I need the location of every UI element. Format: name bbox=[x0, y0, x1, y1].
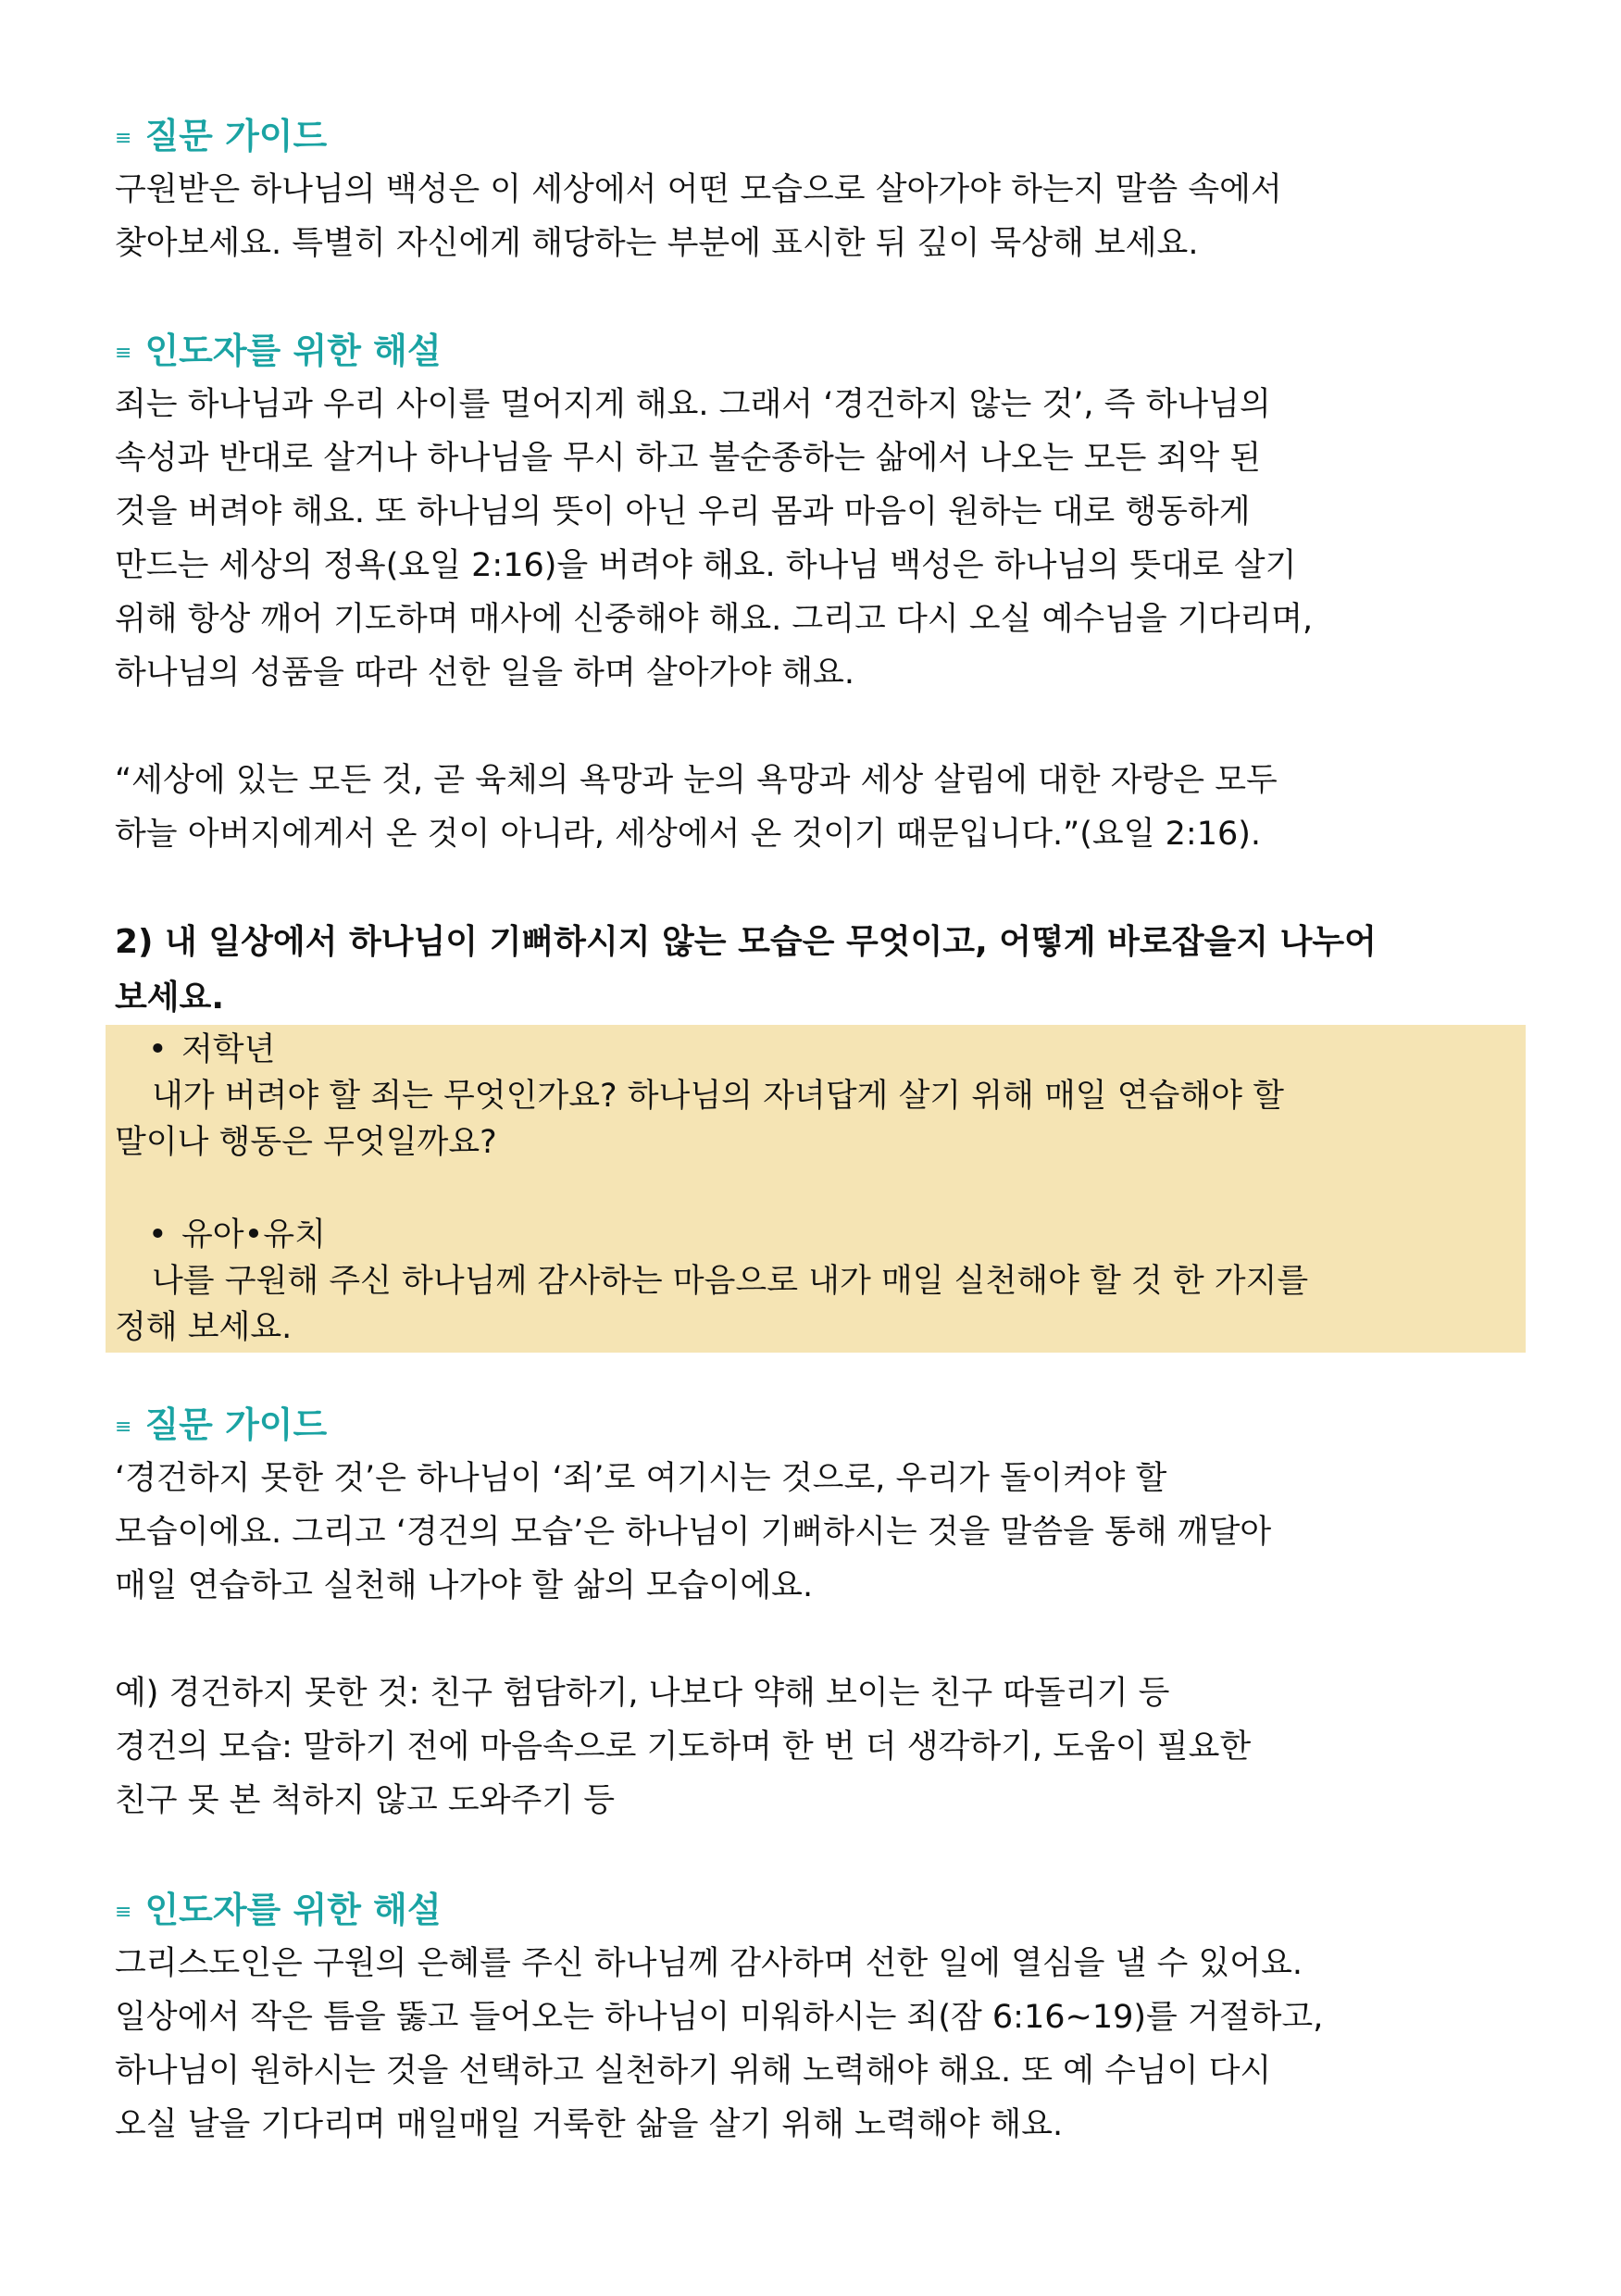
age-group-box bbox=[106, 1025, 1526, 1353]
leader-commentary-heading: ≡ 인도자를 위한 해설 bbox=[115, 331, 442, 371]
example-list bbox=[115, 1666, 1522, 1828]
question-line: 2) 내 일상에서 하나님이 기뻐하시지 않는 모습은 무엇이고, 어떻게 바로잡을지 나누어 bbox=[115, 923, 1377, 961]
leader-commentary-heading-2: ≡ 인도자를 위한 해설 bbox=[115, 1890, 442, 1930]
menu-mark-icon: ≡ bbox=[115, 127, 132, 150]
text-line: 매일 연습하고 실천해 나가야 할 삶의 모습이에요. bbox=[115, 1567, 814, 1604]
scripture-quote bbox=[115, 754, 1522, 861]
question-guide-body-2 bbox=[115, 1452, 1522, 1613]
text-line: 하늘 아버지에게서 온 것이 아니라, 세상에서 온 것이기 때문입니다.”(요일 2:16). bbox=[115, 816, 1262, 853]
text-line: 하나님이 원하시는 것을 선택하고 실천하기 위해 노력해야 해요. 또 예 수님이 다시 bbox=[115, 2053, 1272, 2090]
text-line: 구원받은 하나님의 백성은 이 세상에서 어떤 모습으로 살아가야 하는지 말씀 속에서 bbox=[115, 171, 1282, 208]
text-line: 그리스도인은 구원의 은혜를 주신 하나님께 감사하며 선한 일에 열심을 낼 수 있어요. bbox=[115, 1945, 1303, 1982]
text-line: 내가 버려야 할 죄는 무엇인가요? 하나님의 자녀답게 살기 위해 매일 연습해야 할 bbox=[152, 1078, 1284, 1115]
text-line: 말이나 행동은 무엇일까요? bbox=[115, 1124, 497, 1161]
age-group-lower-grade bbox=[115, 1027, 1522, 1166]
text-line: 나를 구원해 주신 하나님께 감사하는 마음으로 내가 매일 실천해야 할 것 한 가지를 bbox=[152, 1263, 1309, 1300]
text-line: 속성과 반대로 살거나 하나님을 무시 하고 불순종하는 삶에서 나오는 모든 죄악 된 bbox=[115, 440, 1262, 477]
age-group-label: • 저학년 bbox=[115, 1027, 1522, 1073]
text-line: “세상에 있는 모든 것, 곧 육체의 욕망과 눈의 욕망과 세상 살림에 대한 자랑은 모두 bbox=[115, 762, 1278, 799]
text-line: 모습이에요. 그리고 ‘경건의 모습’은 하나님이 기뻐하시는 것을 말씀을 통해 깨달아 bbox=[115, 1514, 1272, 1551]
text-line: ‘경건하지 못한 것’은 하나님이 ‘죄’로 여기시는 것으로, 우리가 돌이켜야 할 bbox=[115, 1460, 1167, 1497]
text-line: 만드는 세상의 정욕(요일 2:16)을 버려야 해요. 하나님 백성은 하나님의 뜻대로 살기 bbox=[115, 547, 1297, 584]
question-guide-heading-2: ≡ 질문 가이드 bbox=[115, 1404, 328, 1445]
leader-commentary-body bbox=[115, 378, 1522, 700]
text-line: 일상에서 작은 틈을 뚫고 들어오는 하나님이 미워하시는 죄(잠 6:16~19)를 거절하고, bbox=[115, 1999, 1324, 2036]
text-line: 것을 버려야 해요. 또 하나님의 뜻이 아닌 우리 몸과 마음이 원하는 대로 행동하게 bbox=[115, 493, 1251, 530]
menu-mark-icon: ≡ bbox=[115, 1416, 132, 1439]
question-2 bbox=[115, 915, 1522, 1026]
bullet-icon: • bbox=[148, 1031, 168, 1068]
text-line: 경건의 모습: 말하기 전에 마음속으로 기도하며 한 번 더 생각하기, 도움이 필요한 bbox=[115, 1728, 1252, 1766]
menu-mark-icon: ≡ bbox=[115, 1901, 132, 1924]
text-line: 찾아보세요. 특별히 자신에게 해당하는 부분에 표시한 뒤 깊이 묵상해 보세요. bbox=[115, 225, 1199, 262]
text-line: 오실 날을 기다리며 매일매일 거룩한 삶을 살기 위해 노력해야 해요. bbox=[115, 2106, 1064, 2143]
question-line: 보세요. bbox=[115, 979, 225, 1017]
question-guide-body bbox=[115, 163, 1522, 270]
age-group-label: • 유아•유치 bbox=[115, 1212, 1522, 1258]
text-line: 정해 보세요. bbox=[115, 1309, 293, 1346]
menu-mark-icon: ≡ bbox=[115, 342, 132, 365]
age-group-preschool bbox=[115, 1212, 1522, 1351]
question-guide-heading: ≡ 질문 가이드 bbox=[115, 116, 328, 156]
leader-commentary-body-2 bbox=[115, 1937, 1522, 2152]
text-line: 예) 경건하지 못한 것: 친구 험담하기, 나보다 약해 보이는 친구 따돌리기 등 bbox=[115, 1675, 1170, 1712]
text-line: 죄는 하나님과 우리 사이를 멀어지게 해요. 그래서 ‘경건하지 않는 것’, 즉 하나님의 bbox=[115, 386, 1271, 423]
bullet-icon: • bbox=[148, 1217, 168, 1254]
text-line: 친구 못 본 척하지 않고 도와주기 등 bbox=[115, 1782, 616, 1819]
text-line: 위해 항상 깨어 기도하며 매사에 신중해야 해요. 그리고 다시 오실 예수님을 기다리며, bbox=[115, 601, 1314, 638]
text-line: 하나님의 성품을 따라 선한 일을 하며 살아가야 해요. bbox=[115, 655, 855, 692]
